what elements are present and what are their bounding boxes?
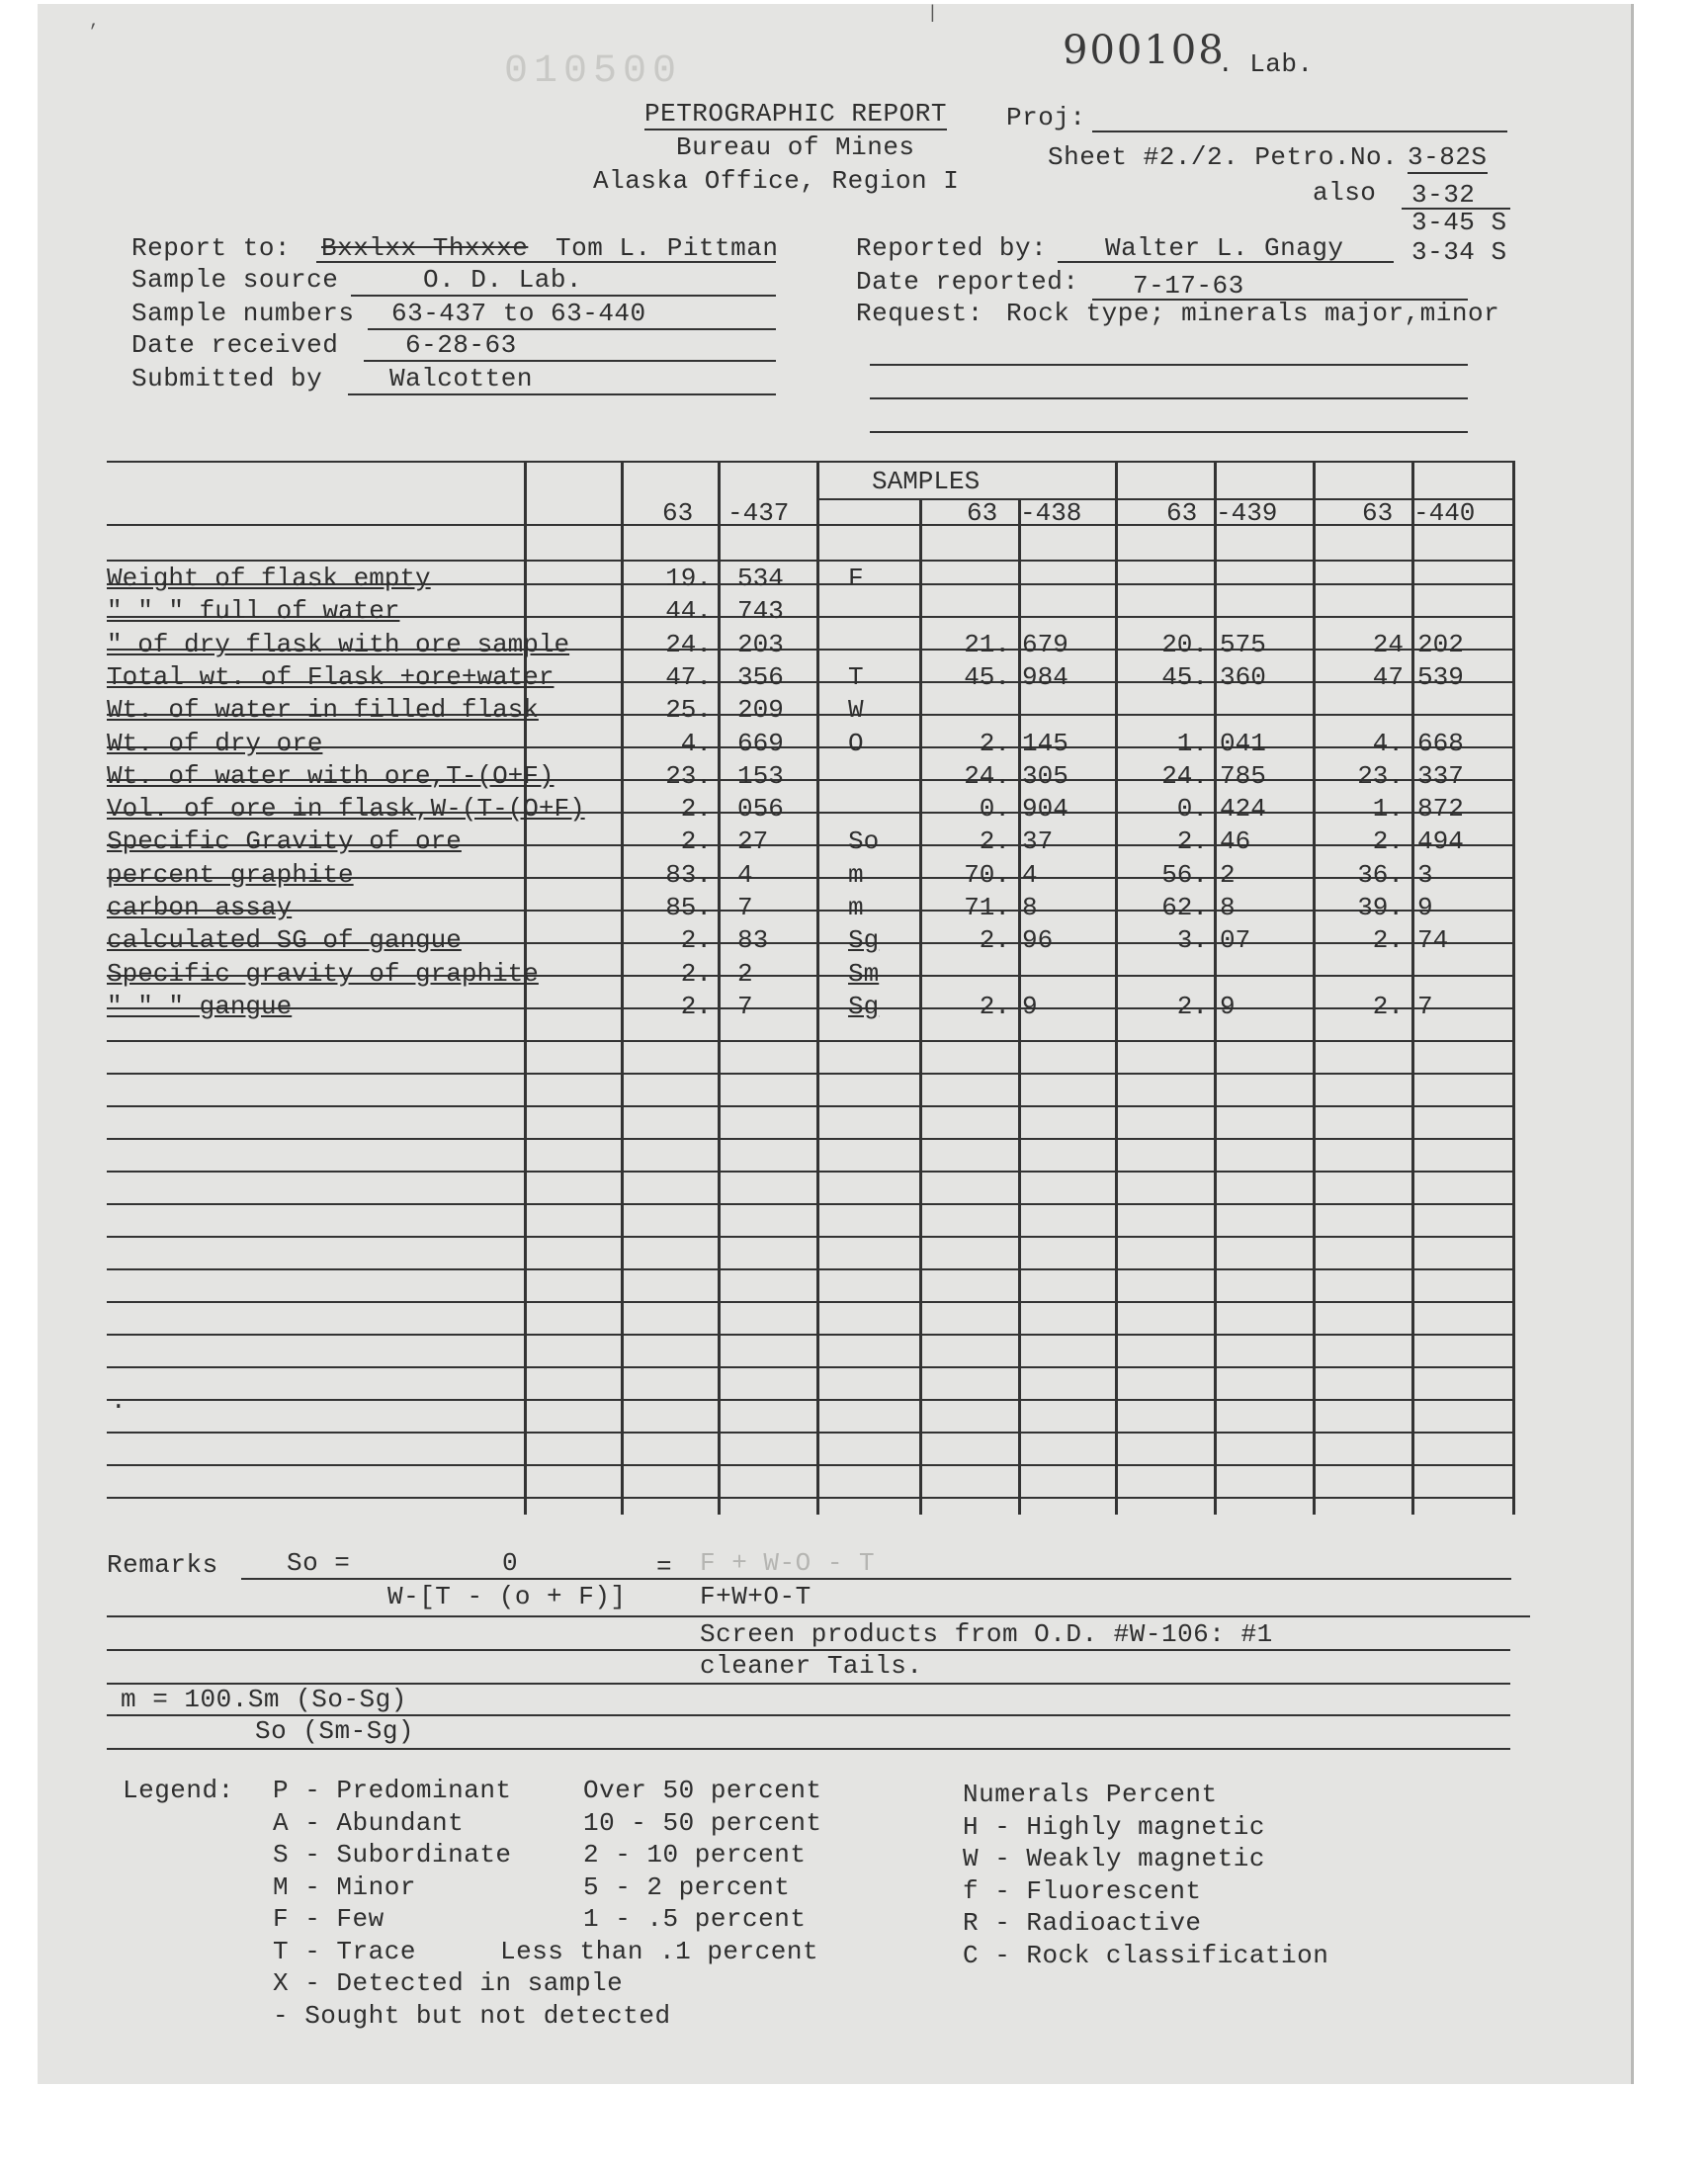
date-received-value: 6-28-63 bbox=[405, 330, 517, 360]
legend-code: T - Trace bbox=[273, 1937, 416, 1966]
sample-1-decimal: 203 bbox=[737, 630, 784, 659]
sample-1-integer: 83. bbox=[665, 860, 712, 890]
sample-3-decimal: 575 bbox=[1220, 630, 1266, 659]
report-to-label: Report to: bbox=[131, 233, 292, 263]
row-label: " " " gangue bbox=[107, 992, 293, 1021]
table-rule bbox=[107, 1138, 1512, 1140]
sample-1-decimal: 2 bbox=[737, 959, 753, 989]
legend-property: H - Highly magnetic bbox=[963, 1812, 1265, 1842]
table-rule bbox=[107, 910, 1512, 912]
sample-source-line bbox=[351, 295, 776, 297]
reported-by-value: Walter L. Gnagy bbox=[1105, 233, 1344, 263]
sample-3-decimal: 424 bbox=[1220, 794, 1266, 824]
row-label: " of dry flask with ore sample bbox=[107, 630, 570, 659]
sample-2-decimal: 37 bbox=[1022, 826, 1054, 856]
sample-4-decimal: 74 bbox=[1417, 925, 1449, 955]
sample-4-integer: 39. bbox=[1357, 893, 1404, 922]
sample-header-2-suffix: -438 bbox=[1020, 498, 1082, 528]
table-column-rule bbox=[1512, 461, 1515, 1515]
also-value-3: 3-34 S bbox=[1411, 237, 1507, 267]
sample-header-3-suffix: -439 bbox=[1216, 498, 1278, 528]
row-label: carbon assay bbox=[107, 893, 293, 922]
table-rule bbox=[107, 461, 1512, 463]
table-rule bbox=[107, 1497, 1512, 1499]
remarks-line-2 bbox=[107, 1615, 1530, 1617]
sample-1-decimal: 056 bbox=[737, 794, 784, 824]
faded-stamp-number: 010500 bbox=[504, 49, 683, 94]
sample-header-2-prefix: 63 bbox=[967, 498, 998, 528]
sample-3-decimal: 07 bbox=[1220, 925, 1251, 955]
table-rule bbox=[107, 1366, 1512, 1368]
sample-4-decimal: 872 bbox=[1417, 794, 1464, 824]
sample-2-decimal: 679 bbox=[1022, 630, 1068, 659]
sample-4-integer: 47 bbox=[1372, 662, 1404, 692]
sample-4-decimal: 3 bbox=[1417, 860, 1433, 890]
sample-4-integer: 2. bbox=[1372, 992, 1404, 1021]
legend-code: F - Few bbox=[273, 1904, 384, 1934]
sample-1-integer: 2. bbox=[680, 992, 712, 1021]
sample-2-integer: 2. bbox=[979, 729, 1010, 758]
sample-3-decimal: 041 bbox=[1220, 729, 1266, 758]
legend-range: 2 - 10 percent bbox=[583, 1840, 807, 1870]
sample-1-integer: 23. bbox=[665, 761, 712, 791]
remarks-line-1 bbox=[241, 1578, 1511, 1580]
legend-code: X - Detected in sample bbox=[273, 1968, 624, 1998]
sample-3-integer: 62. bbox=[1161, 893, 1208, 922]
legend-property: f - Fluorescent bbox=[963, 1876, 1202, 1906]
sample-3-decimal: 2 bbox=[1220, 860, 1236, 890]
screen-products-line-1: Screen products from O.D. #W-106: #1 bbox=[700, 1619, 1273, 1649]
sample-3-integer: 20. bbox=[1161, 630, 1208, 659]
sample-4-integer: 2. bbox=[1372, 826, 1404, 856]
date-reported-label: Date reported: bbox=[856, 267, 1079, 297]
row-label: " " " full of water bbox=[107, 596, 400, 626]
row-symbol: Sg bbox=[848, 992, 880, 1021]
legend-range: 10 - 50 percent bbox=[583, 1808, 822, 1838]
sample-2-decimal: 305 bbox=[1022, 761, 1068, 791]
request-line-2 bbox=[870, 364, 1468, 366]
table-rule bbox=[107, 1007, 1512, 1009]
sample-1-integer: 2. bbox=[680, 826, 712, 856]
proj-field-line bbox=[1092, 130, 1507, 132]
sample-1-decimal: 83 bbox=[737, 925, 769, 955]
date-reported-value: 7-17-63 bbox=[1133, 271, 1244, 301]
table-rule bbox=[107, 1334, 1512, 1336]
sample-3-integer: 45. bbox=[1161, 662, 1208, 692]
page-title: PETROGRAPHIC REPORT bbox=[644, 99, 947, 129]
sample-4-decimal: 668 bbox=[1417, 729, 1464, 758]
sample-4-integer: 36. bbox=[1357, 860, 1404, 890]
sample-2-integer: 2. bbox=[979, 925, 1010, 955]
row-symbol: Sg bbox=[848, 925, 880, 955]
submitted-by-line bbox=[348, 393, 776, 395]
sample-header-1-suffix: -437 bbox=[727, 498, 790, 528]
table-rule bbox=[107, 1268, 1512, 1270]
sample-1-decimal: 209 bbox=[737, 695, 784, 725]
legend-range: 1 - .5 percent bbox=[583, 1904, 807, 1934]
sample-2-decimal: 904 bbox=[1022, 794, 1068, 824]
sample-1-integer: 24. bbox=[665, 630, 712, 659]
report-to-value: Tom L. Pittman bbox=[555, 233, 779, 263]
sample-3-integer: 2. bbox=[1176, 992, 1208, 1021]
sample-2-integer: 71. bbox=[964, 893, 1010, 922]
sample-source-label: Sample source bbox=[131, 265, 339, 295]
submitted-by-value: Walcotten bbox=[389, 364, 533, 393]
sample-3-integer: 1. bbox=[1176, 729, 1208, 758]
table-rule bbox=[107, 1236, 1512, 1238]
sample-1-decimal: 7 bbox=[737, 893, 753, 922]
sample-4-decimal: 539 bbox=[1417, 662, 1464, 692]
sample-4-integer: 2. bbox=[1372, 925, 1404, 955]
sample-4-integer: 23. bbox=[1357, 761, 1404, 791]
table-rule bbox=[107, 1432, 1512, 1434]
request-line-3 bbox=[870, 397, 1468, 399]
sample-2-integer: 70. bbox=[964, 860, 1010, 890]
legend-property: Numerals Percent bbox=[963, 1780, 1218, 1809]
sample-1-decimal: 356 bbox=[737, 662, 784, 692]
also-value-1: 3-32 bbox=[1411, 180, 1476, 210]
table-column-rule bbox=[1115, 461, 1118, 1515]
sample-2-decimal: 8 bbox=[1022, 893, 1038, 922]
sample-2-decimal: 96 bbox=[1022, 925, 1054, 955]
sample-1-integer: 2. bbox=[680, 925, 712, 955]
table-rule bbox=[107, 1301, 1512, 1303]
table-column-rule bbox=[1411, 461, 1414, 1515]
fraction-denominator: F+W+O-T bbox=[700, 1582, 811, 1611]
sample-2-integer: 2. bbox=[979, 992, 1010, 1021]
submitted-by-label: Submitted by bbox=[131, 364, 323, 393]
sample-1-integer: 4. bbox=[680, 729, 712, 758]
row-symbol: m bbox=[848, 893, 864, 922]
table-column-rule bbox=[1313, 461, 1316, 1515]
remarks-line-6 bbox=[107, 1748, 1510, 1750]
legend-property: R - Radioactive bbox=[963, 1908, 1202, 1938]
table-column-rule bbox=[1214, 461, 1217, 1515]
lab-suffix: . Lab. bbox=[1218, 49, 1314, 79]
table-rule bbox=[107, 1399, 1512, 1401]
proj-label: Proj: bbox=[1006, 103, 1086, 132]
scan-speck: , bbox=[89, 12, 100, 32]
legend-label: Legend: bbox=[123, 1776, 234, 1805]
legend-property: W - Weakly magnetic bbox=[963, 1844, 1265, 1873]
date-received-label: Date received bbox=[131, 330, 339, 360]
row-label: Wt. of water with ore,T-(O+F) bbox=[107, 761, 555, 791]
table-column-rule bbox=[1018, 498, 1021, 1515]
sample-header-1-prefix: 63 bbox=[662, 498, 694, 528]
samples-header: SAMPLES bbox=[872, 467, 981, 496]
sample-header-4-suffix: -440 bbox=[1413, 498, 1476, 528]
stray-mark: . bbox=[111, 1386, 127, 1416]
sample-4-decimal: 494 bbox=[1417, 826, 1464, 856]
so-equation-label: So = bbox=[287, 1548, 351, 1578]
equals-sign: = bbox=[656, 1552, 673, 1582]
row-label: Wt. of water in filled flask bbox=[107, 695, 539, 725]
request-value: Rock type; minerals major,minor bbox=[1006, 299, 1500, 328]
sample-3-integer: 56. bbox=[1161, 860, 1208, 890]
table-rule bbox=[107, 1203, 1512, 1205]
sample-4-integer: 4. bbox=[1372, 729, 1404, 758]
sample-2-integer: 2. bbox=[979, 826, 1010, 856]
reported-by-label: Reported by: bbox=[856, 233, 1048, 263]
row-label: Total wt. of Flask +ore+water bbox=[107, 662, 555, 692]
sample-2-decimal: 4 bbox=[1022, 860, 1038, 890]
sample-3-integer: 0. bbox=[1176, 794, 1208, 824]
sample-3-decimal: 785 bbox=[1220, 761, 1266, 791]
sample-4-decimal: 202 bbox=[1417, 630, 1464, 659]
sample-3-integer: 2. bbox=[1176, 826, 1208, 856]
row-symbol: W bbox=[848, 695, 864, 725]
table-rule bbox=[107, 560, 1512, 562]
table-column-rule bbox=[718, 461, 721, 1515]
sample-1-integer: 2. bbox=[680, 959, 712, 989]
scan-speck: | bbox=[927, 4, 938, 24]
sample-1-decimal: 4 bbox=[737, 860, 753, 890]
sample-3-integer: 3. bbox=[1176, 925, 1208, 955]
sample-3-decimal: 8 bbox=[1220, 893, 1236, 922]
legend-range: Less than .1 percent bbox=[500, 1937, 819, 1966]
org-line-1: Bureau of Mines bbox=[676, 132, 915, 162]
row-label: Wt. of dry ore bbox=[107, 729, 323, 758]
row-label: Specific gravity of graphite bbox=[107, 959, 539, 989]
org-line-2: Alaska Office, Region I bbox=[593, 166, 960, 196]
sample-header-3-prefix: 63 bbox=[1166, 498, 1198, 528]
request-line-4 bbox=[870, 431, 1468, 433]
request-label: Request: bbox=[856, 299, 983, 328]
m-formula-denominator: So (Sm-Sg) bbox=[255, 1716, 415, 1746]
legend-code: - Sought but not detected bbox=[273, 2001, 671, 2031]
sample-1-decimal: 27 bbox=[737, 826, 769, 856]
remarks-label: Remarks bbox=[107, 1550, 218, 1580]
sample-2-decimal: 9 bbox=[1022, 992, 1038, 1021]
sheet-label: Sheet #2./2. Petro.No. bbox=[1048, 142, 1399, 172]
sample-4-integer: 24 bbox=[1372, 630, 1404, 659]
reported-by-line bbox=[1058, 261, 1394, 263]
scan-margin bbox=[0, 2084, 1708, 2175]
table-rule bbox=[107, 1171, 1512, 1173]
row-label: percent graphite bbox=[107, 860, 354, 890]
sample-2-integer: 24. bbox=[964, 761, 1010, 791]
handwritten-number: 900108 bbox=[1063, 28, 1226, 73]
sample-4-decimal: 337 bbox=[1417, 761, 1464, 791]
sample-numbers-value: 63-437 to 63-440 bbox=[391, 299, 646, 328]
sample-2-decimal: 984 bbox=[1022, 662, 1068, 692]
table-rule bbox=[107, 1464, 1512, 1466]
also-label: also bbox=[1313, 178, 1377, 208]
row-label: Specific Gravity of ore bbox=[107, 826, 462, 856]
sample-4-integer: 1. bbox=[1372, 794, 1404, 824]
sample-2-decimal: 145 bbox=[1022, 729, 1068, 758]
row-symbol: Sm bbox=[848, 959, 880, 989]
legend-range: 5 - 2 percent bbox=[583, 1872, 791, 1902]
sample-1-decimal: 7 bbox=[737, 992, 753, 1021]
sample-1-decimal: 669 bbox=[737, 729, 784, 758]
sample-3-decimal: 9 bbox=[1220, 992, 1236, 1021]
row-symbol: m bbox=[848, 860, 864, 890]
sample-1-integer: 2. bbox=[680, 794, 712, 824]
sample-4-decimal: 7 bbox=[1417, 992, 1433, 1021]
table-column-rule bbox=[816, 461, 819, 1515]
m-formula-numerator: m = 100.Sm (So-Sg) bbox=[121, 1685, 407, 1714]
so-denominator: W-[T - (o + F)] bbox=[387, 1582, 627, 1611]
table-rule bbox=[107, 1073, 1512, 1075]
sample-source-value: O. D. Lab. bbox=[423, 265, 583, 295]
sample-numbers-label: Sample numbers bbox=[131, 299, 355, 328]
so-numerator: 0 bbox=[502, 1548, 519, 1578]
legend-range: Over 50 percent bbox=[583, 1776, 822, 1805]
legend-code: M - Minor bbox=[273, 1872, 416, 1902]
table-rule bbox=[107, 524, 1512, 526]
table-rule bbox=[107, 1105, 1512, 1107]
row-symbol: T bbox=[848, 662, 864, 692]
report-to-struck: Bxxlxx Thxxxe bbox=[321, 233, 529, 263]
table-rule bbox=[107, 1040, 1512, 1042]
report-to-line bbox=[316, 261, 776, 263]
row-symbol: So bbox=[848, 826, 880, 856]
sample-2-integer: 21. bbox=[964, 630, 1010, 659]
legend-code: A - Abundant bbox=[273, 1808, 465, 1838]
row-label: Vol. of ore in flask,W-(T-(O+F) bbox=[107, 794, 585, 824]
sample-1-decimal: 534 bbox=[737, 564, 784, 593]
screen-products-line-2: cleaner Tails. bbox=[700, 1651, 923, 1681]
row-label: Weight of flask empty bbox=[107, 564, 431, 593]
sample-4-decimal: 9 bbox=[1417, 893, 1433, 922]
sample-2-integer: 0. bbox=[979, 794, 1010, 824]
sample-1-integer: 19. bbox=[665, 564, 712, 593]
sample-1-integer: 85. bbox=[665, 893, 712, 922]
sample-2-integer: 45. bbox=[964, 662, 1010, 692]
sample-1-integer: 25. bbox=[665, 695, 712, 725]
legend-code: P - Predominant bbox=[273, 1776, 512, 1805]
legend-property: C - Rock classification bbox=[963, 1941, 1329, 1970]
date-received-line bbox=[364, 360, 776, 362]
petro-number: 3-82S bbox=[1408, 142, 1488, 172]
sample-3-decimal: 46 bbox=[1220, 826, 1251, 856]
legend-code: S - Subordinate bbox=[273, 1840, 512, 1870]
row-symbol: O bbox=[848, 729, 864, 758]
sample-1-integer: 47. bbox=[665, 662, 712, 692]
row-label: calculated SG of gangue bbox=[107, 925, 462, 955]
sample-1-decimal: 743 bbox=[737, 596, 784, 626]
faded-numerator: F + W-O - T bbox=[700, 1548, 876, 1578]
sample-1-decimal: 153 bbox=[737, 761, 784, 791]
sample-header-4-prefix: 63 bbox=[1362, 498, 1394, 528]
sample-1-integer: 44. bbox=[665, 596, 712, 626]
also-value-2: 3-45 S bbox=[1411, 208, 1507, 237]
row-symbol: F bbox=[848, 564, 864, 593]
sample-3-decimal: 360 bbox=[1220, 662, 1266, 692]
sample-3-integer: 24. bbox=[1161, 761, 1208, 791]
